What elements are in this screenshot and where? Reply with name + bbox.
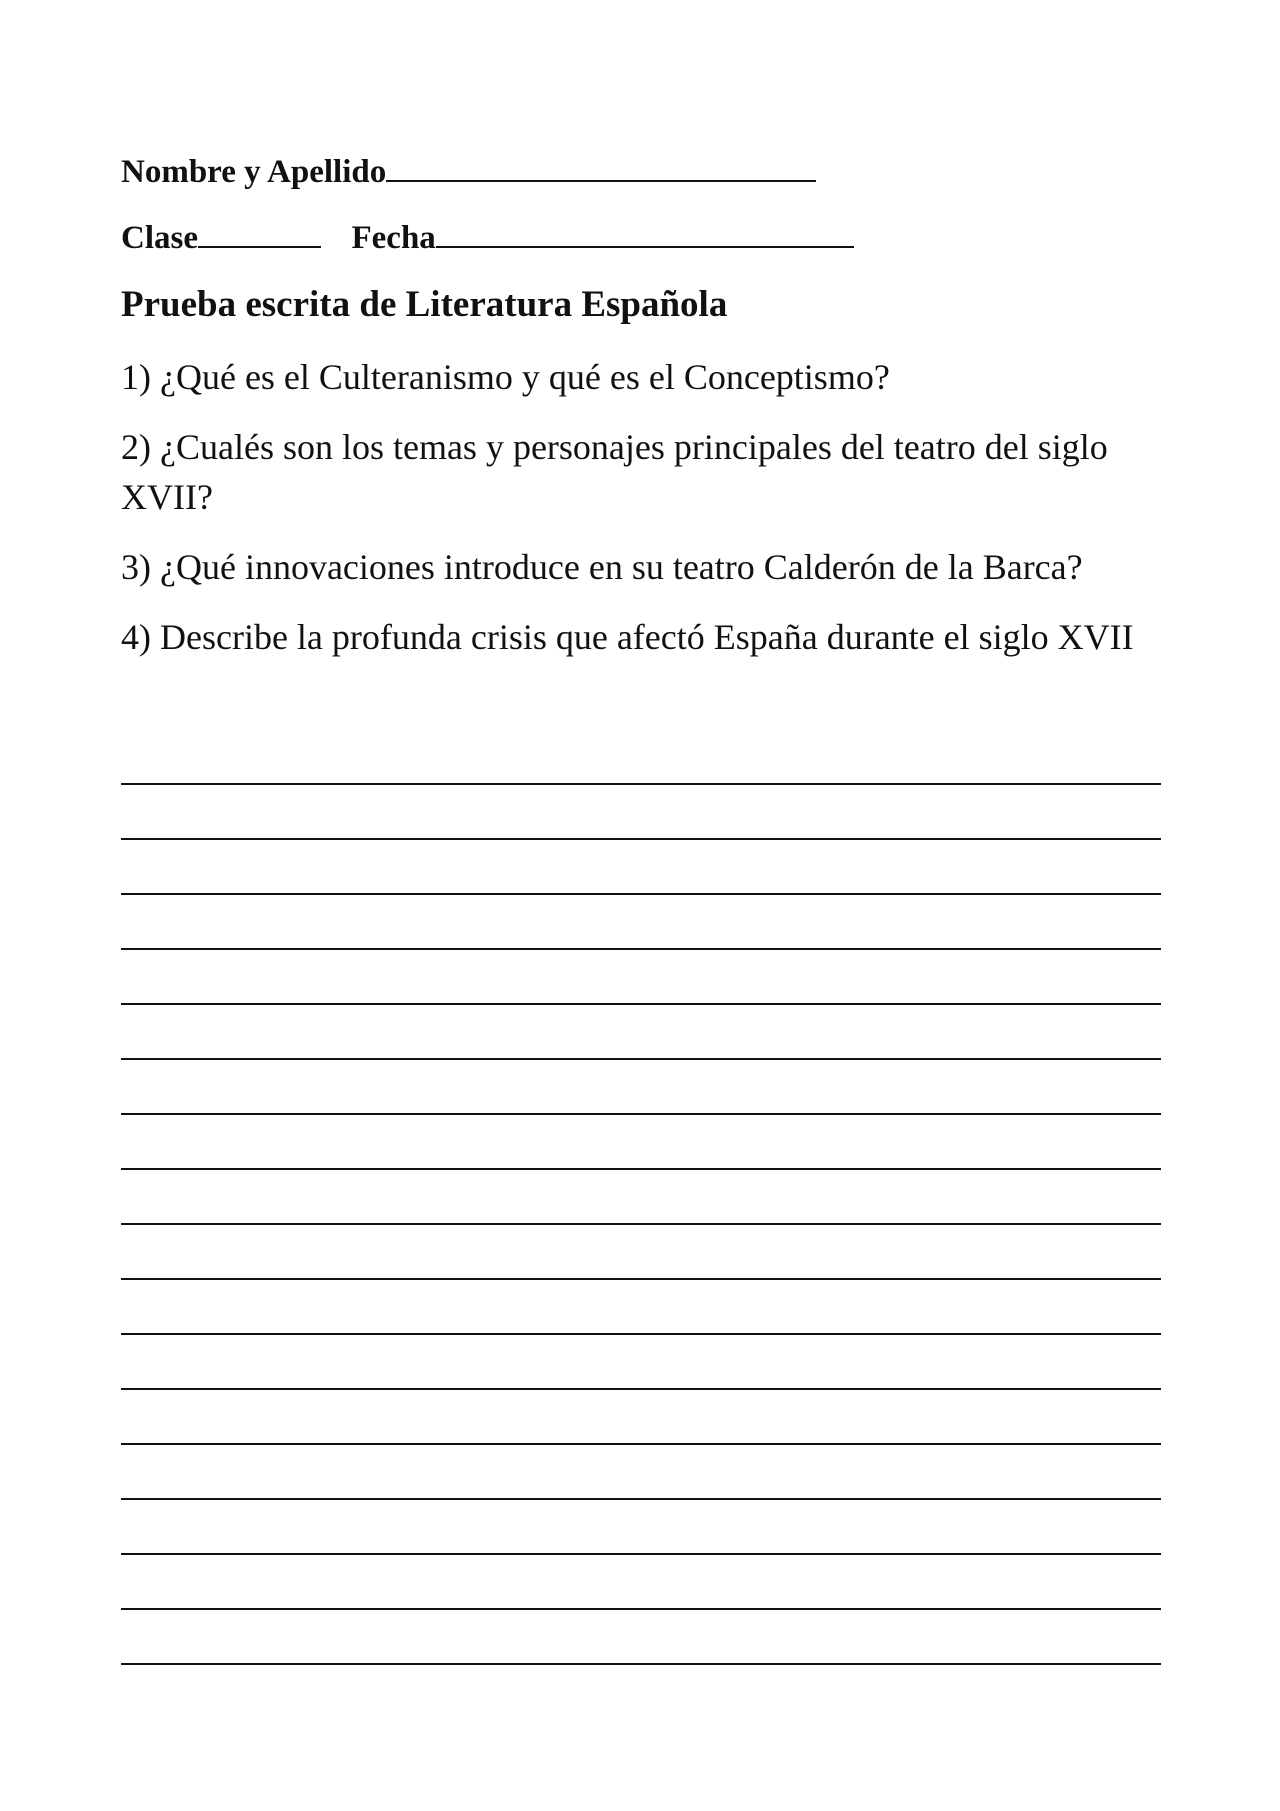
exam-title: Prueba escrita de Literatura Española — [121, 284, 728, 325]
answer-line[interactable] — [121, 1113, 1161, 1115]
answer-line[interactable] — [121, 1333, 1161, 1335]
answer-line[interactable] — [121, 1223, 1161, 1225]
answer-line[interactable] — [121, 948, 1161, 950]
question-list — [121, 352, 1171, 682]
answer-line[interactable] — [121, 893, 1161, 895]
name-field-row — [121, 150, 816, 192]
answer-line[interactable] — [121, 1278, 1161, 1280]
question-1: 1) ¿Qué es el Culteranismo y qué es el Conceptismo? — [121, 357, 890, 397]
name-blank[interactable] — [386, 150, 816, 182]
name-label: Nombre y Apellido — [121, 154, 387, 190]
class-date-row — [121, 216, 854, 258]
answer-line[interactable] — [121, 1553, 1161, 1555]
answer-line[interactable] — [121, 1663, 1161, 1665]
answer-line[interactable] — [121, 1443, 1161, 1445]
answer-line[interactable] — [121, 1498, 1161, 1500]
date-label: Fecha — [351, 220, 436, 256]
answer-line[interactable] — [121, 1058, 1161, 1060]
class-label: Clase — [121, 220, 198, 256]
answer-line[interactable] — [121, 838, 1161, 840]
question-2: 2) ¿Cualés son los temas y personajes principales del teatro del siglo XVII? — [121, 427, 1108, 517]
answer-line[interactable] — [121, 1608, 1161, 1610]
class-blank[interactable] — [198, 216, 321, 248]
question-3: 3) ¿Qué innovaciones introduce en su teatro Calderón de la Barca? — [121, 547, 1083, 587]
answer-line[interactable] — [121, 783, 1161, 785]
answer-line[interactable] — [121, 1388, 1161, 1390]
question-4: 4) Describe la profunda crisis que afectó España durante el siglo XVII — [121, 617, 1134, 657]
answer-line[interactable] — [121, 1003, 1161, 1005]
date-blank[interactable] — [436, 216, 854, 248]
answer-line[interactable] — [121, 1168, 1161, 1170]
